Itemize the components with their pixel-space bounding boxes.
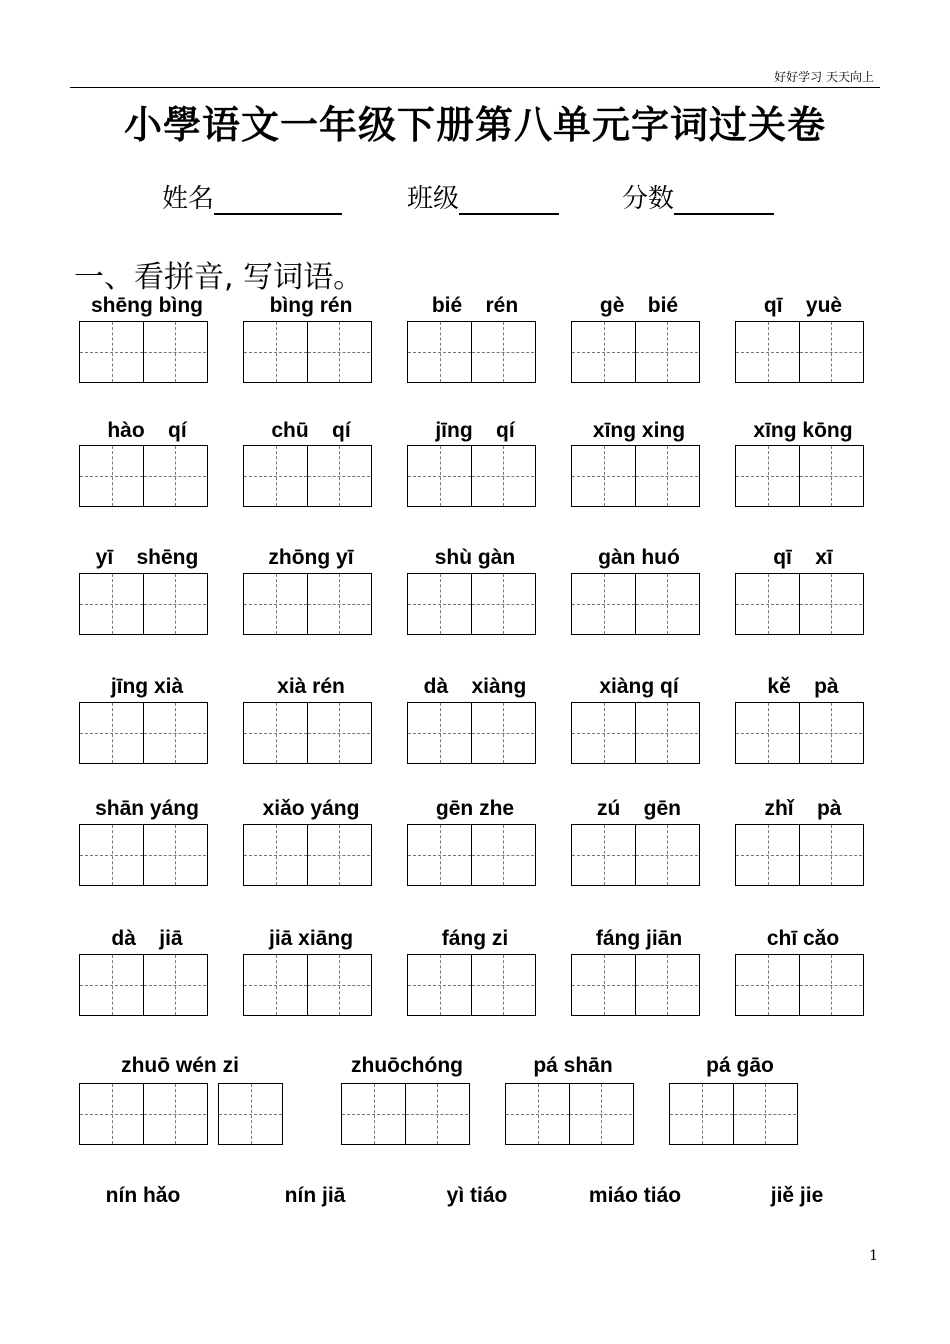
writing-grid: [505, 1083, 634, 1145]
writing-cell[interactable]: [143, 703, 206, 763]
score-blank[interactable]: [674, 187, 774, 215]
writing-grid: [735, 954, 864, 1016]
pinyin-label: bié rén: [431, 294, 519, 317]
writing-cell[interactable]: [244, 955, 307, 1015]
writing-cell[interactable]: [799, 703, 862, 763]
writing-cell[interactable]: [572, 825, 635, 885]
writing-cell[interactable]: [635, 703, 698, 763]
pinyin-label: shù gàn: [434, 546, 516, 569]
pinyin-label: nín jiā: [284, 1184, 346, 1207]
pinyin-label: hào qí: [107, 419, 187, 442]
pinyin-label: gè bié: [599, 294, 679, 317]
writing-cell[interactable]: [572, 703, 635, 763]
writing-grid: [407, 445, 536, 507]
writing-cell[interactable]: [471, 955, 534, 1015]
score-label: 分数: [622, 184, 675, 214]
pinyin-label: jiā xiāng: [268, 927, 354, 950]
pinyin-label: xīng kōng: [753, 419, 853, 442]
header-divider: [70, 87, 880, 88]
writing-cell[interactable]: [307, 574, 370, 634]
writing-cell[interactable]: [80, 825, 143, 885]
writing-grid: [571, 702, 700, 764]
writing-cell[interactable]: [143, 446, 206, 506]
writing-grid: [79, 573, 208, 635]
writing-grid: [79, 702, 208, 764]
name-field[interactable]: [162, 178, 342, 215]
writing-cell[interactable]: [244, 322, 307, 382]
writing-cell[interactable]: [635, 955, 698, 1015]
writing-cell[interactable]: [143, 1084, 206, 1144]
pinyin-label: jiě jie: [770, 1184, 824, 1207]
writing-cell[interactable]: [307, 322, 370, 382]
writing-grid: [243, 824, 372, 886]
writing-cell[interactable]: [635, 825, 698, 885]
pinyin-label: nín hǎo: [105, 1184, 181, 1207]
writing-cell[interactable]: [408, 825, 471, 885]
pinyin-label: fáng jiān: [595, 927, 683, 950]
writing-cell[interactable]: [635, 574, 698, 634]
writing-cell[interactable]: [80, 955, 143, 1015]
writing-grid: [669, 1083, 798, 1145]
writing-cell[interactable]: [471, 825, 534, 885]
pinyin-label: pá shān: [533, 1054, 613, 1077]
writing-grid: [571, 445, 700, 507]
writing-cell[interactable]: [80, 703, 143, 763]
writing-cell[interactable]: [733, 1084, 796, 1144]
writing-grid: [218, 1083, 283, 1145]
writing-grid: [571, 573, 700, 635]
writing-cell[interactable]: [307, 446, 370, 506]
writing-cell[interactable]: [799, 322, 862, 382]
writing-grid: [79, 445, 208, 507]
pinyin-label: qī xī: [773, 546, 833, 569]
writing-grid: [407, 321, 536, 383]
writing-grid: [735, 573, 864, 635]
writing-cell[interactable]: [307, 955, 370, 1015]
writing-grid: [571, 824, 700, 886]
writing-cell[interactable]: [408, 322, 471, 382]
writing-cell[interactable]: [471, 322, 534, 382]
writing-grid: [341, 1083, 470, 1145]
writing-cell[interactable]: [736, 574, 799, 634]
writing-cell[interactable]: [408, 955, 471, 1015]
writing-cell[interactable]: [736, 322, 799, 382]
pinyin-label: xià rén: [277, 675, 345, 698]
score-field[interactable]: [622, 178, 774, 215]
writing-grid: [243, 954, 372, 1016]
pinyin-label: zhōng yī: [268, 546, 354, 569]
class-field[interactable]: [407, 178, 559, 215]
writing-grid: [735, 702, 864, 764]
writing-grid: [735, 445, 864, 507]
writing-cell[interactable]: [635, 446, 698, 506]
pinyin-label: yī shēng: [95, 546, 199, 569]
writing-cell[interactable]: [307, 825, 370, 885]
writing-grid: [243, 445, 372, 507]
writing-cell[interactable]: [342, 1084, 405, 1144]
writing-grid: [407, 954, 536, 1016]
pinyin-label: shēng bìng: [91, 294, 203, 317]
pinyin-label: bìng rén: [269, 294, 353, 317]
writing-grid: [243, 321, 372, 383]
writing-cell[interactable]: [736, 703, 799, 763]
page-title: 小學语文一年级下册第八单元字词过关卷: [123, 103, 826, 147]
writing-cell[interactable]: [572, 446, 635, 506]
writing-cell[interactable]: [736, 825, 799, 885]
pinyin-label: qī yuè: [763, 294, 843, 317]
writing-grid: [407, 573, 536, 635]
writing-grid: [735, 824, 864, 886]
writing-cell[interactable]: [471, 446, 534, 506]
writing-cell[interactable]: [799, 825, 862, 885]
writing-grid: [79, 824, 208, 886]
pinyin-label: zhuōchóng: [351, 1054, 463, 1077]
writing-cell[interactable]: [572, 322, 635, 382]
writing-cell[interactable]: [80, 574, 143, 634]
pinyin-label: jīng qí: [435, 419, 515, 442]
writing-cell[interactable]: [143, 825, 206, 885]
name-label: 姓名: [162, 184, 215, 214]
writing-cell[interactable]: [244, 703, 307, 763]
writing-grid: [243, 702, 372, 764]
name-blank[interactable]: [214, 187, 342, 215]
pinyin-label: gēn zhe: [435, 797, 515, 820]
writing-cell[interactable]: [572, 955, 635, 1015]
writing-grid: [571, 954, 700, 1016]
writing-grid: [735, 321, 864, 383]
header-motto: 好好学习 天天向上: [774, 70, 874, 84]
writing-grid: [571, 321, 700, 383]
pinyin-label: dà xiàng: [423, 675, 527, 698]
writing-cell[interactable]: [506, 1084, 569, 1144]
writing-grid: [79, 954, 208, 1016]
writing-cell[interactable]: [572, 574, 635, 634]
writing-cell[interactable]: [471, 703, 534, 763]
writing-cell[interactable]: [799, 574, 862, 634]
writing-grid: [79, 321, 208, 383]
writing-grid: [407, 824, 536, 886]
writing-cell[interactable]: [307, 703, 370, 763]
writing-cell[interactable]: [736, 446, 799, 506]
writing-cell[interactable]: [80, 322, 143, 382]
pinyin-label: fáng zi: [441, 927, 509, 950]
pinyin-label: shān yáng: [95, 797, 199, 820]
pinyin-label: zhuō wén zi: [121, 1054, 239, 1077]
writing-cell[interactable]: [569, 1084, 632, 1144]
pinyin-label: dà jiā: [111, 927, 183, 950]
writing-cell[interactable]: [244, 446, 307, 506]
class-label: 班级: [407, 184, 460, 214]
pinyin-label: jīng xià: [110, 675, 184, 698]
pinyin-label: pá gāo: [706, 1054, 774, 1077]
pinyin-label: chū qí: [271, 419, 351, 442]
page-number: 1: [869, 1248, 878, 1264]
writing-cell[interactable]: [405, 1084, 468, 1144]
writing-cell[interactable]: [408, 703, 471, 763]
writing-cell[interactable]: [143, 955, 206, 1015]
pinyin-label: xiàng qí: [599, 675, 679, 698]
writing-cell[interactable]: [219, 1084, 282, 1144]
writing-cell[interactable]: [670, 1084, 733, 1144]
writing-cell[interactable]: [80, 1084, 143, 1144]
writing-cell[interactable]: [244, 825, 307, 885]
writing-grid: [243, 573, 372, 635]
pinyin-label: miáo tiáo: [588, 1184, 682, 1207]
writing-cell[interactable]: [408, 574, 471, 634]
writing-grid: [407, 702, 536, 764]
writing-cell[interactable]: [408, 446, 471, 506]
pinyin-label: xīng xing: [592, 419, 686, 442]
writing-cell[interactable]: [736, 955, 799, 1015]
pinyin-label: zú gēn: [597, 797, 681, 820]
writing-cell[interactable]: [635, 322, 698, 382]
writing-cell[interactable]: [799, 955, 862, 1015]
class-blank[interactable]: [459, 187, 559, 215]
pinyin-label: yì tiáo: [446, 1184, 508, 1207]
pinyin-label: kě pà: [767, 675, 839, 698]
pinyin-label: zhǐ pà: [764, 797, 842, 820]
writing-cell[interactable]: [471, 574, 534, 634]
pinyin-label: chī cǎo: [766, 927, 840, 950]
pinyin-label: xiǎo yáng: [262, 797, 360, 820]
writing-cell[interactable]: [80, 446, 143, 506]
writing-grid: [79, 1083, 208, 1145]
writing-cell[interactable]: [799, 446, 862, 506]
pinyin-label: gàn huó: [598, 546, 680, 569]
writing-cell[interactable]: [244, 574, 307, 634]
writing-cell[interactable]: [143, 322, 206, 382]
writing-cell[interactable]: [143, 574, 206, 634]
section-title: 一、看拼音, 写词语。: [74, 260, 364, 295]
